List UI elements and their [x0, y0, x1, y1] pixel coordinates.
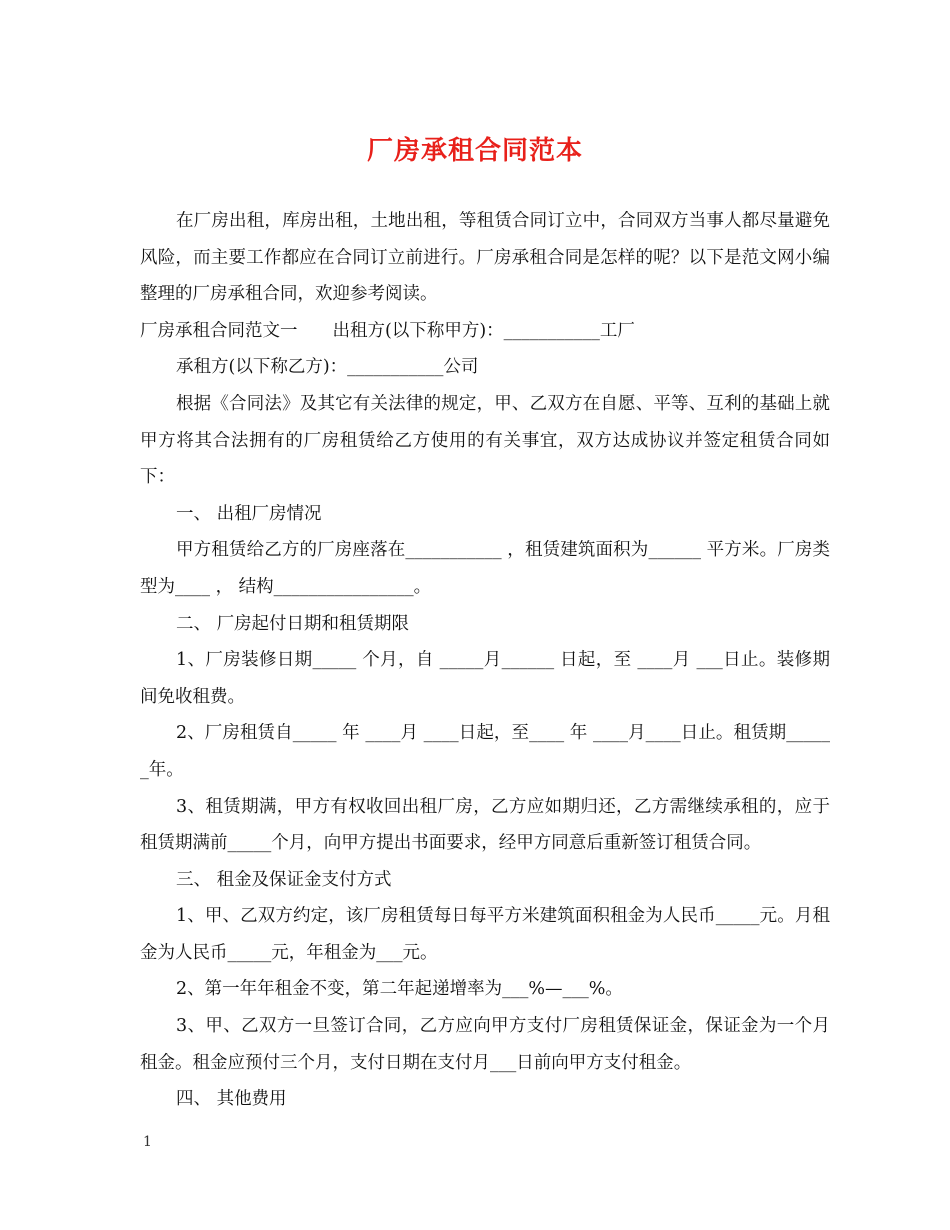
paragraph-basis: 根据《合同法》及其它有关法律的规定，甲、乙双方在自愿、平等、互利的基础上就甲方将其合法拥有的厂房租赁给乙方使用的有关事宜，双方达成协议并签定租赁合同如下：	[140, 393, 830, 488]
page-number: 1	[143, 1134, 152, 1150]
paragraph-lessor: 厂房承租合同范文一 出租方(以下称甲方)：___________工厂	[140, 320, 635, 341]
paragraph-intro: 在厂房出租，库房出租，土地出租，等租赁合同订立中，合同双方当事人都尽量避免风险，而主要工作都应在合同订立前进行。厂房承租合同是怎样的呢？以下是范文网小编整理的厂房承租合同，欢迎参考阅读。	[140, 211, 830, 305]
paragraph-lease-term: 2、厂房租赁自_____ 年 ____月 ____日起，至____ 年 ____月____日止。租赁期______年。	[140, 723, 830, 780]
paragraph-deposit: 3、甲、乙双方一旦签订合同，乙方应向甲方支付厂房租赁保证金，保证金为一个月租金。租金应预付三个月，支付日期在支付月___日前向甲方支付租金。	[140, 1016, 830, 1073]
section-heading-2: 二、 厂房起付日期和租赁期限	[176, 613, 410, 634]
paragraph-rent-amount: 1、甲、乙双方约定，该厂房租赁每日每平方米建筑面积租金为人民币_____元。月租金为人民币_____元，年租金为___元。	[140, 906, 830, 963]
paragraph-lessee: 承租方(以下称乙方)：___________公司	[176, 357, 479, 378]
paragraph-premises: 甲方租赁给乙方的厂房座落在___________ ，租赁建筑面积为______ 平方米。厂房类型为____ ， 结构________________。	[140, 540, 830, 597]
section-heading-1: 一、 出租厂房情况	[176, 503, 322, 524]
paragraph-renovation: 1、厂房装修日期_____ 个月，自 _____月______ 日起，至 ____月 ___日止。装修期间免收租费。	[140, 650, 830, 707]
document-body	[140, 203, 830, 1118]
section-heading-3: 三、 租金及保证金支付方式	[176, 869, 392, 890]
paragraph-rent-increase: 2、第一年年租金不变，第二年起递增率为___%—___%。	[176, 979, 623, 1000]
section-heading-4: 四、 其他费用	[176, 1089, 287, 1110]
paragraph-lease-expiry: 3、租赁期满，甲方有权收回出租厂房，乙方应如期归还，乙方需继续承租的，应于租赁期满前_____个月，向甲方提出书面要求，经甲方同意后重新签订租赁合同。	[140, 796, 830, 854]
document-title: 厂房承租合同范本	[366, 136, 583, 166]
